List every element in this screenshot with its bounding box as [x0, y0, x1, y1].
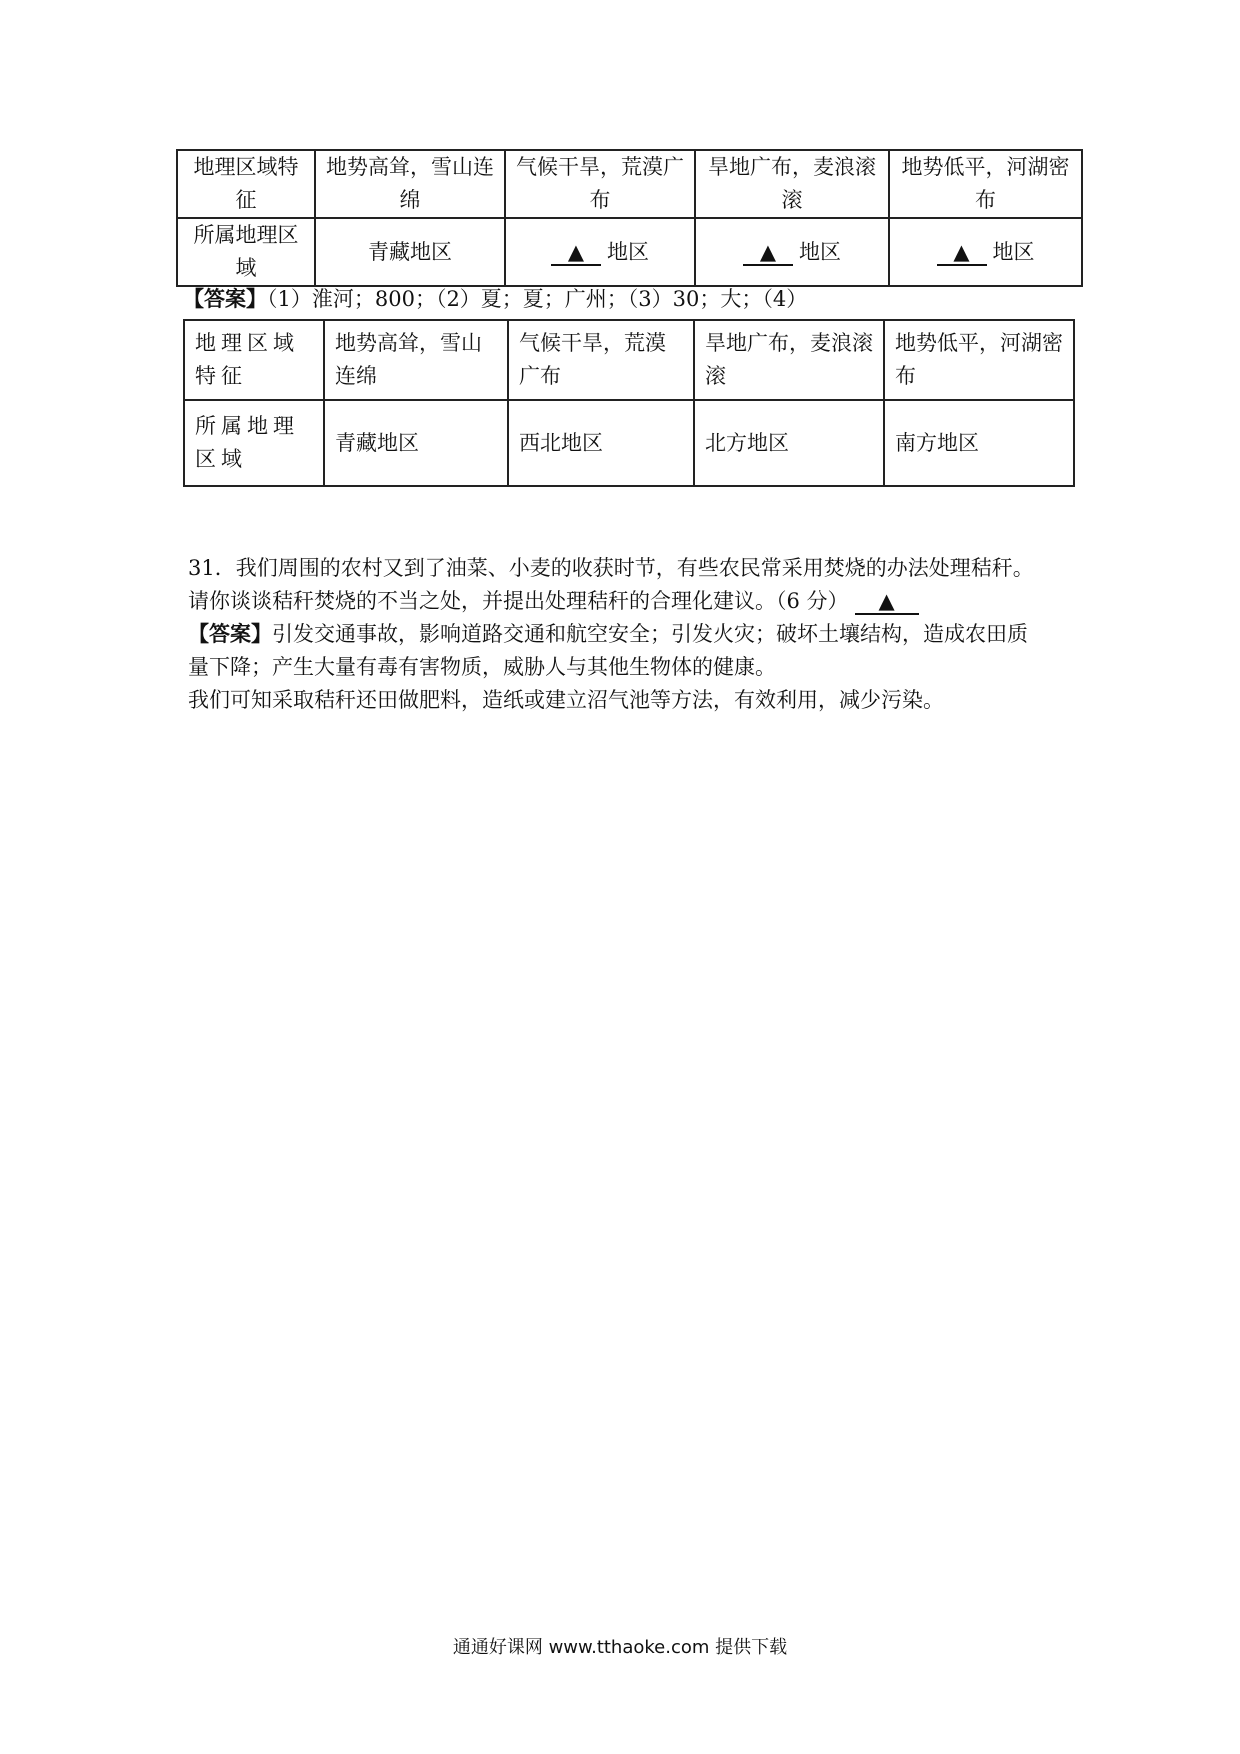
answer-line-30 [183, 284, 807, 314]
answer-blank: ▲ [937, 240, 987, 266]
question-table [176, 149, 1083, 287]
question-31-line-2 [188, 586, 925, 616]
table-cell: 旱地广布，麦浪滚滚 [694, 320, 884, 400]
table-cell: 北方地区 [694, 400, 884, 486]
table-cell: 地理区域特征 [184, 320, 324, 400]
question-31-line-1: 31．我们周围的农村又到了油菜、小麦的收获时节，有些农民常采用焚烧的办法处理秸秆。 [188, 556, 1034, 580]
table-cell: 旱地广布，麦浪滚滚 [695, 150, 889, 218]
answer-table-row-features [184, 320, 1074, 400]
table-cell: 地理区域特征 [177, 150, 315, 218]
blank-suffix: 地区 [607, 239, 649, 264]
answer-blank: ▲ [743, 240, 793, 266]
answer-31-line-3: 我们可知采取秸秆还田做肥料，造纸或建立沼气池等方法，有效利用，减少污染。 [188, 688, 944, 712]
answer-31-line-1 [188, 619, 1028, 649]
table-cell: 西北地区 [508, 400, 694, 486]
answer-blank: ▲ [855, 589, 919, 615]
blank-suffix: 地区 [992, 239, 1035, 264]
table-cell: 地势高耸，雪山连绵 [324, 320, 508, 400]
answer-label: 【答案】 [188, 621, 272, 646]
page-footer: 通通好课网 www.tthaoke.com 提供下载 [452, 1637, 788, 1658]
table-cell: 地势低平，河湖密布 [889, 150, 1082, 218]
answer-text: （1）淮河；800；（2）夏；夏；广州；（3）30；大；（4） [267, 287, 808, 311]
question-31-text: 请你谈谈秸秆焚烧的不当之处，并提出处理秸秆的合理化建议。（6 分） [188, 589, 849, 613]
table-cell: 地势高耸，雪山连绵 [315, 150, 505, 218]
answer-31-line-2: 量下降；产生大量有毒有害物质，威胁人与其他生物体的健康。 [188, 655, 776, 679]
answer-label: 【答案】 [183, 286, 267, 311]
table-cell: 所属地理区域 [177, 218, 315, 286]
table-cell-blank [695, 218, 889, 286]
table-cell-blank [889, 218, 1082, 286]
answer-table [183, 319, 1075, 487]
answer-blank: ▲ [551, 240, 601, 266]
table-cell: 青藏地区 [324, 400, 508, 486]
question-table-row-features [177, 150, 1082, 218]
question-table-row-regions [177, 218, 1082, 286]
table-cell: 所属地理区域 [184, 400, 324, 486]
table-cell: 地势低平，河湖密布 [884, 320, 1074, 400]
table-cell: 青藏地区 [315, 218, 505, 286]
table-cell: 气候干旱，荒漠广布 [508, 320, 694, 400]
blank-suffix: 地区 [799, 239, 841, 264]
table-cell: 气候干旱，荒漠广布 [505, 150, 695, 218]
table-cell-blank [505, 218, 695, 286]
table-cell: 南方地区 [884, 400, 1074, 486]
answer-text: 引发交通事故，影响道路交通和航空安全；引发火灾；破坏土壤结构，造成农田质 [272, 622, 1028, 646]
answer-table-row-regions [184, 400, 1074, 486]
